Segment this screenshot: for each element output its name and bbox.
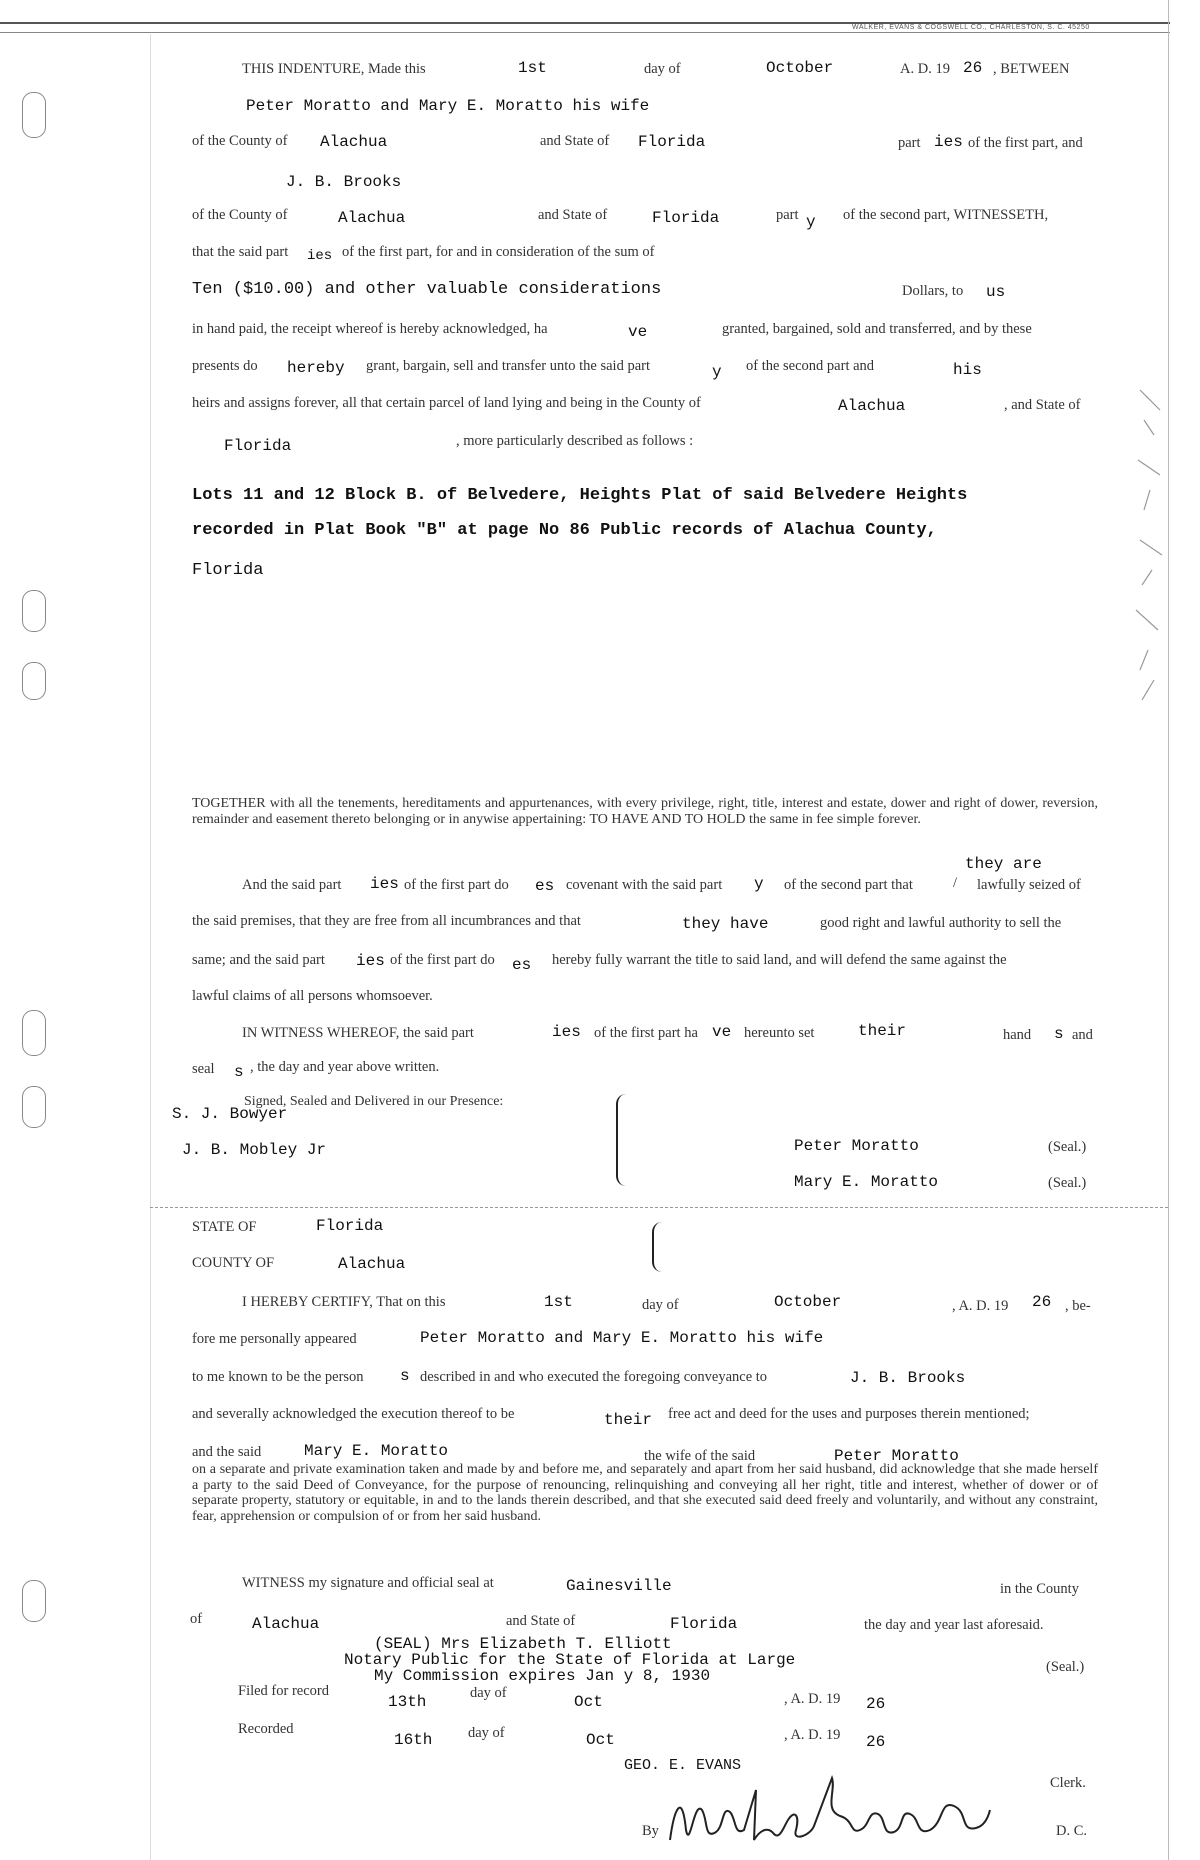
witness-signature-label: WITNESS my signature and official seal at — [242, 1575, 494, 1591]
binder-hole-icon — [22, 1580, 46, 1622]
more-particularly-label: , more particularly described as follows : — [456, 433, 694, 449]
seal-2-label: (Seal.) — [1048, 1175, 1087, 1191]
said-part-label: that the said part — [192, 244, 289, 260]
binder-hole-icon — [22, 1010, 46, 1056]
said-part-suffix: ies — [307, 248, 333, 264]
day-year-above-label: , the day and year above written. — [250, 1059, 440, 1075]
grant-suffix: y — [712, 363, 722, 381]
recorded-label: Recorded — [238, 1721, 294, 1737]
of-county-label-2: of the County of — [192, 207, 288, 223]
witness-1-name: S. J. Bowyer — [172, 1105, 288, 1123]
certify-label: I HEREBY CERTIFY, That on this — [242, 1294, 446, 1310]
filed-ad-label: , A. D. 19 — [784, 1691, 841, 1707]
day-year-last-label: the day and year last aforesaid. — [864, 1617, 1044, 1633]
of-first-part-label: of the first part, and — [968, 135, 1083, 151]
seal-1-label: (Seal.) — [1048, 1139, 1087, 1155]
they-have-value: they have — [682, 915, 769, 933]
signature-brace — [616, 1094, 632, 1186]
description-line-2: recorded in Plat Book "B" at page No 86 Public records of Alachua County, — [192, 521, 937, 540]
grantee-name: J. B. Brooks — [286, 173, 402, 191]
ack-county-value: Alachua — [338, 1255, 406, 1273]
notary-line-3: My Commission expires Jan y 8, 1930 — [374, 1667, 711, 1685]
witness-2-name: J. B. Mobley Jr — [182, 1141, 327, 1159]
their-value: their — [858, 1022, 907, 1040]
notary-line-1: (SEAL) Mrs Elizabeth T. Elliott — [374, 1635, 672, 1653]
party-suffix: y — [806, 213, 816, 231]
filed-day-value: 13th — [388, 1693, 427, 1711]
part-label: part — [898, 135, 921, 151]
year-value: 26 — [963, 59, 983, 77]
day-value: 1st — [518, 59, 547, 77]
recorded-ad-label: , A. D. 19 — [784, 1727, 841, 1743]
binder-hole-icon — [22, 1086, 46, 1128]
separate-examination-text: on a separate and private examination taken and made by and before me, and separately and apart from her said husband, did acknowledge that she made herself a party to the said Deed of Conveyance, for the purpose of renouncing, relinquishing and conveying all her right, title and interest, whether of dower or of separate property, statutory or equitable, in and to the lands therein described, and that she executed said deed freely and voluntarily, and without any constraint, fear, apprehension or compulsion of or from her said husband. — [192, 1462, 1098, 1524]
in-witness-part-suffix: ies — [552, 1023, 581, 1041]
binder-hole-icon — [22, 590, 46, 632]
recorded-day-of-label: day of — [468, 1725, 505, 1741]
known-grantee-name: J. B. Brooks — [850, 1369, 966, 1387]
covenant-part-label: And the said part — [242, 877, 342, 893]
grantor-2-signature: Mary E. Moratto — [794, 1173, 939, 1191]
state-of-label: STATE OF — [192, 1219, 257, 1235]
ack-day-of-label: day of — [642, 1297, 679, 1313]
free-act-label: free act and deed for the uses and purposes therein mentioned; — [668, 1406, 1030, 1422]
covenant-first-part-do: of the first part do — [404, 877, 509, 893]
sum-value: Ten ($10.00) and other valuable considerations — [192, 280, 662, 299]
hereunto-set-label: hereunto set — [744, 1025, 815, 1041]
by-label: By — [642, 1823, 659, 1839]
covenant-with-label: covenant with the said part — [566, 877, 723, 893]
city-value: Gainesville — [566, 1577, 672, 1595]
heirs-text: heirs and assigns forever, all that certain parcel of land lying and being in the County of — [192, 395, 701, 411]
filed-month-value: Oct — [574, 1693, 603, 1711]
day-of-label: day of — [644, 61, 681, 77]
in-the-county-label: in the County — [1000, 1581, 1079, 1597]
notary-seal-label: (Seal.) — [1046, 1659, 1085, 1675]
granted-label: granted, bargained, sold and transferred, and by these — [722, 321, 1032, 337]
ad-label: A. D. 19 — [900, 61, 950, 77]
month-value: October — [766, 59, 834, 77]
ack-year-value: 26 — [1032, 1293, 1052, 1311]
signed-delivered-label: Signed, Sealed and Delivered in our Presence: — [244, 1094, 504, 1109]
grantee-county: Alachua — [338, 209, 406, 227]
and-state-label: and State of — [540, 133, 610, 149]
receipt-label: in hand paid, the receipt whereof is hereby acknowledged, ha — [192, 321, 548, 337]
lawfully-seized-label: lawfully seized of — [977, 877, 1081, 893]
presents-do-label: presents do — [192, 358, 258, 374]
to-value: us — [986, 283, 1006, 301]
known-described-label: described in and who executed the foregoing conveyance to — [420, 1369, 768, 1385]
known-label: to me known to be the person — [192, 1369, 364, 1385]
printer-imprint: WALKER, EVANS & COGSWELL CO., CHARLESTON, S. C. 45250 — [852, 24, 1090, 31]
grantor-state: Florida — [638, 133, 706, 151]
appeared-names: Peter Moratto and Mary E. Moratto his wife — [420, 1329, 824, 1347]
of-county-label: of the County of — [192, 133, 288, 149]
county-of-label: COUNTY OF — [192, 1255, 275, 1271]
habendum-text: TOGETHER with all the tenements, hereditaments and appurtenances, with every privilege, right, title, interest and estate, dower and right of dower, reversion, remainder and easement thereto belonging or in anywise appertaining: TO HAVE AND TO HOLD the same in fee simple forever. — [192, 796, 1098, 827]
covenant-do-suffix: es — [535, 877, 555, 895]
hereby-value: hereby — [287, 359, 345, 377]
description-line-3: Florida — [192, 561, 264, 580]
consideration-of-sum: of the first part, for and in consideration of the sum of — [342, 244, 655, 260]
wife-of-label: the wife of the said — [644, 1448, 756, 1464]
land-state: Florida — [224, 437, 292, 455]
binder-hole-icon — [22, 662, 46, 700]
grantor-1-signature: Peter Moratto — [794, 1137, 919, 1155]
grantor-names: Peter Moratto and Mary E. Moratto his wife — [246, 97, 650, 115]
and-label: and — [1072, 1027, 1093, 1043]
filed-day-of-label: day of — [470, 1685, 507, 1701]
signature-scrawl-icon — [664, 1770, 994, 1856]
known-s-suffix: s — [400, 1367, 410, 1385]
hand-s-suffix: s — [1054, 1025, 1064, 1043]
hand-label: hand — [1003, 1027, 1032, 1043]
recorded-day-value: 16th — [394, 1731, 433, 1749]
fore-me-label: fore me personally appeared — [192, 1331, 357, 1347]
margin-pencil-mark-icon — [1130, 380, 1170, 710]
first-part-ha-label: of the first part ha — [594, 1025, 698, 1041]
and-the-said-label: and the said — [192, 1444, 262, 1460]
warrant-first-part-do: of the first part do — [390, 952, 495, 968]
premises-free-label: the said premises, that they are free from all incumbrances and that — [192, 913, 581, 929]
covenant-part-suffix: ies — [370, 875, 399, 893]
description-line-1: Lots 11 and 12 Block B. of Belvedere, Heights Plat of said Belvedere Heights — [192, 486, 968, 505]
clerk-label: Clerk. — [1050, 1775, 1086, 1791]
ack-and-state-of-label: and State of — [506, 1613, 576, 1629]
second-part-and-label: of the second part and — [746, 358, 875, 374]
severally-label: and severally acknowledged the execution thereof to be — [192, 1406, 515, 1422]
dc-label: D. C. — [1056, 1823, 1088, 1839]
ack-their-value: their — [604, 1411, 653, 1429]
warrant-part-suffix: ies — [356, 952, 385, 970]
grantor-county: Alachua — [320, 133, 388, 151]
grant-text: grant, bargain, sell and transfer unto the said part — [366, 358, 651, 374]
ha-ve-suffix: ve — [712, 1023, 732, 1041]
state-county-brace — [652, 1222, 668, 1272]
ack-day-value: 1st — [544, 1293, 573, 1311]
ack-state-2-value: Florida — [670, 1615, 738, 1633]
his-value: his — [953, 361, 982, 379]
seal-label: seal — [192, 1061, 215, 1077]
filed-year-value: 26 — [866, 1695, 886, 1713]
filed-for-record-label: Filed for record — [238, 1683, 329, 1699]
warrant-title-label: hereby fully warrant the title to said land, and will defend the same against the — [552, 952, 1007, 968]
they-are-value: they are — [965, 855, 1042, 873]
made-this-label: THIS INDENTURE, Made this — [242, 61, 426, 77]
party-label: part — [776, 207, 799, 223]
wife-name: Mary E. Moratto — [304, 1442, 449, 1460]
dollars-to-label: Dollars, to — [902, 283, 964, 299]
land-county: Alachua — [838, 397, 906, 415]
ack-state-value: Florida — [316, 1217, 384, 1235]
binder-hole-icon — [22, 92, 46, 138]
covenant-slash: / — [953, 875, 958, 891]
receipt-suffix: ve — [628, 323, 648, 341]
between-label: , BETWEEN — [993, 61, 1070, 77]
and-state-label-2: and State of — [538, 207, 608, 223]
right-edge — [1168, 0, 1169, 1860]
covenant-second-part-that: of the second part that — [784, 877, 913, 893]
section-divider — [150, 1207, 1168, 1208]
in-witness-label: IN WITNESS WHEREOF, the said part — [242, 1025, 474, 1041]
covenant-party-suffix: y — [754, 875, 764, 893]
be-label: , be- — [1065, 1298, 1091, 1314]
and-state-of-label: , and State of — [1004, 397, 1081, 413]
good-right-label: good right and lawful authority to sell the — [820, 915, 1062, 931]
warrant-es-suffix: es — [512, 956, 532, 974]
seal-s-suffix: s — [234, 1063, 244, 1081]
clerk-name: GEO. E. EVANS — [624, 1757, 742, 1774]
top-rule-2 — [0, 32, 1170, 33]
left-margin-rule — [150, 34, 151, 1860]
husband-name: Peter Moratto — [834, 1447, 959, 1465]
part-suffix: ies — [934, 133, 963, 151]
ack-ad-label: , A. D. 19 — [952, 1298, 1009, 1314]
witnesseth-label: of the second part, WITNESSETH, — [843, 207, 1049, 223]
ack-county-2-value: Alachua — [252, 1615, 320, 1633]
grantee-state: Florida — [652, 209, 720, 227]
of-label: of — [190, 1611, 203, 1627]
warrant-same-label: same; and the said part — [192, 952, 325, 968]
recorded-year-value: 26 — [866, 1733, 886, 1751]
recorded-month-value: Oct — [586, 1731, 615, 1749]
notary-line-2: Notary Public for the State of Florida at Large — [344, 1651, 796, 1669]
lawful-claims-label: lawful claims of all persons whomsoever. — [192, 988, 433, 1004]
ack-month-value: October — [774, 1293, 842, 1311]
